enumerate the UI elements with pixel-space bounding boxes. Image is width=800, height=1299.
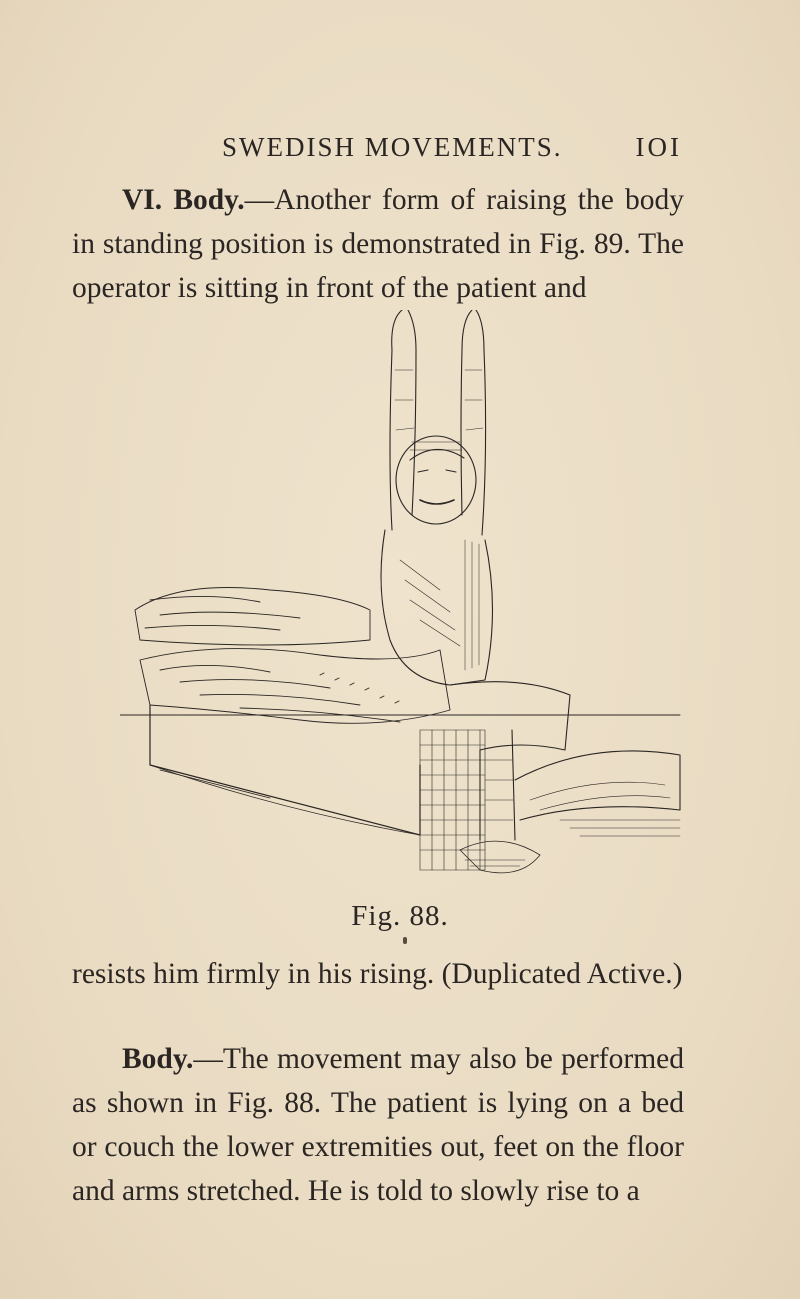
figure-caption: Fig. 88. xyxy=(351,900,449,932)
paragraph-body-lying xyxy=(72,1037,684,1213)
paragraph-text: —The movement may also be performed as shown in Fig. 88. The patient is lying on a bed or couch the lower extremities out, feet on the floor and arms stretched. He is told to slowly rise to a xyxy=(72,1043,684,1207)
patient-torso xyxy=(381,530,493,685)
section-lead: Body. xyxy=(122,1043,194,1075)
pillow xyxy=(135,588,370,646)
engraving-patient-rising xyxy=(120,310,685,895)
running-title: SWEDISH MOVEMENTS. xyxy=(222,132,563,162)
bed-block xyxy=(150,705,420,835)
section-lead: VI. Body. xyxy=(122,184,245,216)
ink-speck xyxy=(403,937,407,944)
figure-illustration xyxy=(120,310,685,895)
paragraph-continued: resists him firmly in his rising. (Duplicated Active.) xyxy=(72,958,683,990)
blanket-drapery xyxy=(140,649,450,724)
page-number: IOI xyxy=(635,132,682,162)
paragraph-body-raising-standing xyxy=(72,178,684,310)
bed-end-hatching xyxy=(420,730,485,870)
paragraph-text: —Another form of raising the body in standing position is demonstrated in Fig. 89. The operator is sitting in front of the patient and xyxy=(72,184,684,304)
patient-head xyxy=(396,436,476,524)
patient-legs xyxy=(450,682,680,840)
feet-shadow xyxy=(460,820,680,873)
page-header xyxy=(222,132,682,166)
